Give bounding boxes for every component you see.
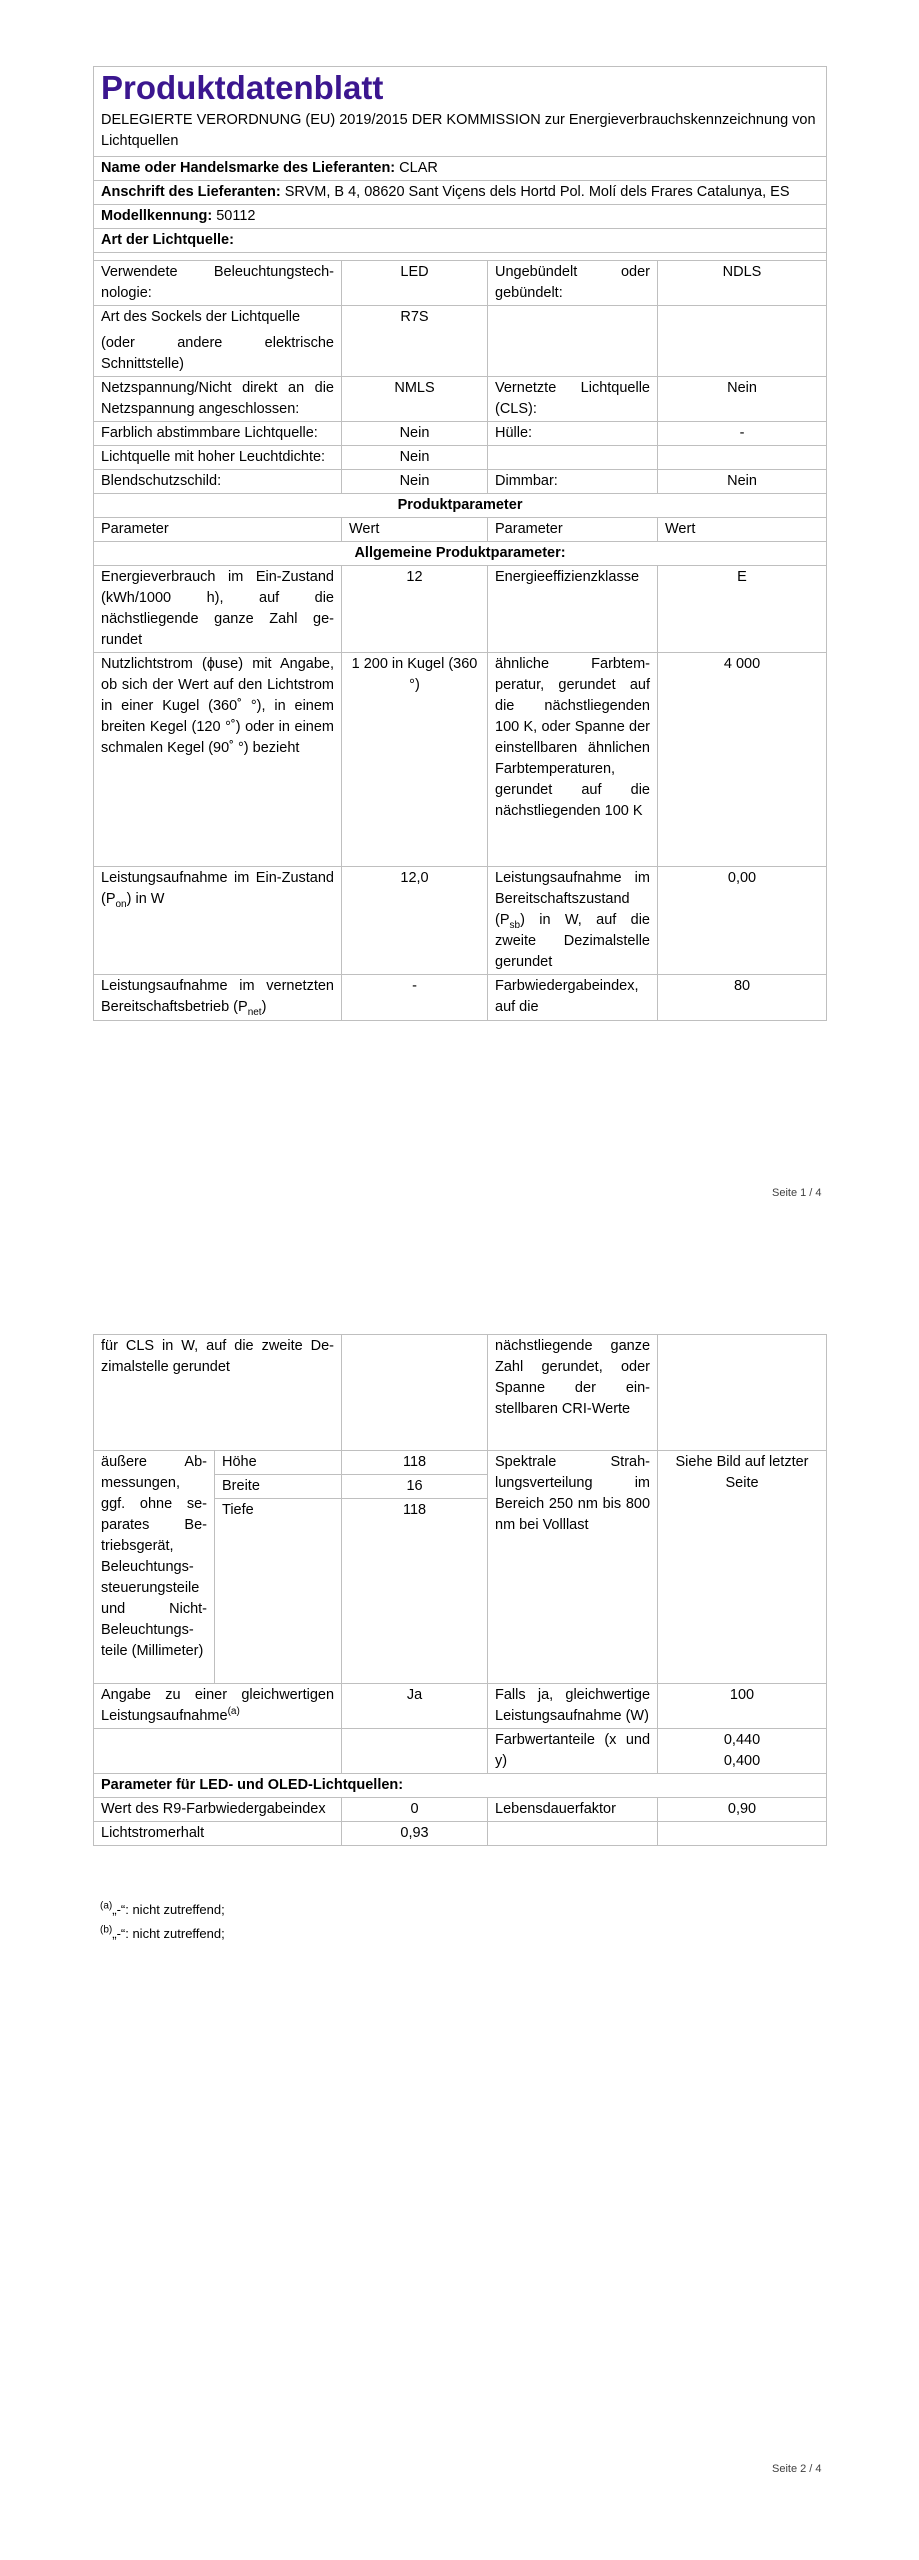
datasheet-table-page-1 [93, 66, 827, 1021]
type-label [94, 306, 342, 377]
standby-power-label: Leistungsaufnahme im Bereitschaftszustand $(P_{sb})$ in W, auf die zweite Dezimalstelle gerundet [488, 867, 658, 975]
survival-factor-label: Lebensdauerfaktor [488, 1798, 658, 1822]
equivalent-power-value: Ja [342, 1684, 488, 1729]
empty-cell [488, 1822, 658, 1846]
footnote-b: $^{(b)}$„-“: nicht zutreffend; [100, 1924, 225, 1941]
type-value: Nein [342, 446, 488, 470]
energy-consumption-value: 12 [342, 566, 488, 653]
type-value: NMLS [342, 377, 488, 422]
networked-standby-value: - [342, 975, 488, 1021]
product-params-heading: Produktparameter [94, 494, 827, 518]
energy-class-label: Energieeffizienzklasse [488, 566, 658, 653]
type-value: R7S [342, 306, 488, 377]
model-label: Modellkennung: [101, 208, 213, 224]
spectral-distribution-value: Siehe Bild auf letzter Seite [658, 1451, 827, 1684]
useful-flux-value: 1 200 in Kugel (360 °) [342, 653, 488, 867]
page-title: Produktdatenblatt [101, 69, 384, 106]
column-header-value: Wert [342, 518, 488, 542]
model-value: 50112 [216, 208, 256, 224]
dimension-depth-label: Tiefe [215, 1499, 342, 1684]
empty-cell [342, 1729, 488, 1774]
type-value: - [658, 422, 827, 446]
dimensions-label: äußere Abmessungen, ggf. ohne separates Betriebsgerät, Beleuchtungssteuerungsteile und Nicht-Beleuchtungsteile (Millimeter) [94, 1451, 215, 1684]
page-2 [0, 1330, 919, 2560]
cri-label-cont: nächstliegende ganze Zahl gerundet, oder Spanne der einstellbaren CRI-Werte [488, 1335, 658, 1451]
cct-value: 4 000 [658, 653, 827, 867]
r9-label: Wert des R9-Farbwiedergabeindex [94, 1798, 342, 1822]
dimension-height-value: 118 [342, 1451, 488, 1475]
chromaticity-value [658, 1729, 827, 1774]
empty-cell [658, 1822, 827, 1846]
page-1 [0, 0, 919, 1250]
survival-factor-value: 0,90 [658, 1798, 827, 1822]
networked-standby-label-cont: für CLS in W, auf die zweite Dezimalstelle gerundet [94, 1335, 342, 1451]
type-label: Verwendete Beleuchtungstechnologie: [94, 261, 342, 306]
type-value: Nein [658, 470, 827, 494]
cap-type-label-2: (oder andere elektrische Schnittstelle) [101, 335, 334, 372]
empty-cell [342, 1335, 488, 1451]
networked-standby-label: Leistungsaufnahme im vernetzten Bereitschaftsbetrieb $(P_{net})$ [94, 975, 342, 1021]
dimension-depth-value: 118 [342, 1499, 488, 1684]
chromaticity-x: 0,440 [723, 1732, 761, 1748]
on-mode-power-label: Leistungsaufnahme im Ein-Zustand $(P_{on})$ in W [94, 867, 342, 975]
empty-cell [488, 306, 658, 377]
empty-cell [94, 1729, 342, 1774]
type-label: Netzspannung/Nicht direkt an die Netzspannung angeschlossen: [94, 377, 342, 422]
empty-cell [658, 446, 827, 470]
column-header-parameter: Parameter [488, 518, 658, 542]
lumen-maintenance-label: Lichtstromerhalt [94, 1822, 342, 1846]
cap-type-label: Art des Sockels der Lichtquelle [101, 309, 301, 325]
spectral-distribution-label: Spektrale Strahlungsverteilung im Bereich 250 nm bis 800 nm bei Volllast [488, 1451, 658, 1684]
empty-cell [488, 446, 658, 470]
page-number: Seite 1 / 4 [772, 1187, 822, 1199]
chromaticity-y: 0,400 [723, 1753, 761, 1769]
type-label: Hülle: [488, 422, 658, 446]
type-value: Nein [342, 470, 488, 494]
chromaticity-label: Farbwertanteile (x und y) [488, 1729, 658, 1774]
type-value: Nein [342, 422, 488, 446]
on-mode-power-value: 12,0 [342, 867, 488, 975]
standby-power-value: 0,00 [658, 867, 827, 975]
supplier-address-value: SRVM, B 4, 08620 Sant Viçens dels Hortd Pol. Molí dels Frares Catalunya, ES [284, 184, 790, 200]
supplier-name-value: CLAR [399, 160, 438, 176]
cct-label: ähnliche Farbtemperatur, gerundet auf die nächstliegenden 100 K, oder Spanne der einstellbaren ähnlichen Farbtemperaturen, gerundet auf die nächstliegenden 100 K [488, 653, 658, 867]
light-source-type-heading: Art der Lichtquelle: [94, 229, 827, 253]
page-number: Seite 2 / 4 [772, 2463, 822, 2475]
equivalent-power-w-label: Falls ja, gleichwertige Leistungsaufnahme (W) [488, 1684, 658, 1729]
regulation-text: DELEGIERTE VERORDNUNG (EU) 2019/2015 DER KOMMISSION zur Energieverbrauchskennzeichnung von Lichtquellen [101, 112, 816, 149]
equivalent-power-label: Angabe zu einer gleichwertigen Leistungsaufnahme$^{(a)}$ [94, 1684, 342, 1729]
useful-flux-label: Nutzlichtstrom (ɸuse) mit Angabe, ob sich der Wert auf den Lichtstrom in einer Kugel (360˚ °), in einem breiten Kegel (120 °˚) oder in einem schmalen Kegel (90˚ °) bezieht [94, 653, 342, 867]
type-label: Vernetzte Lichtquelle (CLS): [488, 377, 658, 422]
energy-class-value: E [658, 566, 827, 653]
type-value: LED [342, 261, 488, 306]
dimension-width-value: 16 [342, 1475, 488, 1499]
column-header-value: Wert [658, 518, 827, 542]
empty-cell [658, 306, 827, 377]
datasheet-table-page-2 [93, 1334, 827, 1846]
cri-label: Farbwiedergabeindex, auf die [488, 975, 658, 1021]
dimension-height-label: Höhe [215, 1451, 342, 1475]
equivalent-power-w-value: 100 [658, 1684, 827, 1729]
supplier-name-label: Name oder Handelsmarke des Lieferanten: [101, 160, 396, 176]
r9-value: 0 [342, 1798, 488, 1822]
general-params-heading: Allgemeine Produktparameter: [94, 542, 827, 566]
column-header-parameter: Parameter [94, 518, 342, 542]
type-label: Farblich abstimmbare Lichtquelle: [94, 422, 342, 446]
type-label: Dimmbar: [488, 470, 658, 494]
type-label: Blendschutzschild: [94, 470, 342, 494]
empty-cell [658, 1335, 827, 1451]
type-label: Lichtquelle mit hoher Leuchtdichte: [94, 446, 342, 470]
led-params-heading: Parameter für LED- und OLED-Lichtquellen: [94, 1774, 827, 1798]
type-value: Nein [658, 377, 827, 422]
model-row [94, 205, 827, 229]
supplier-name-row [94, 157, 827, 181]
type-label: Ungebündelt oder gebündelt: [488, 261, 658, 306]
energy-consumption-label: Energieverbrauch im Ein-Zustand (kWh/1000 h), auf die nächstliegende ganze Zahl gerundet [94, 566, 342, 653]
footnote-a: $^{(a)}$„-“: nicht zutreffend; [100, 1900, 225, 1917]
lumen-maintenance-value: 0,93 [342, 1822, 488, 1846]
supplier-address-row [94, 181, 827, 205]
type-value: NDLS [658, 261, 827, 306]
supplier-address-label: Anschrift des Lieferanten: [101, 184, 281, 200]
cri-value: 80 [658, 975, 827, 1021]
dimension-width-label: Breite [215, 1475, 342, 1499]
